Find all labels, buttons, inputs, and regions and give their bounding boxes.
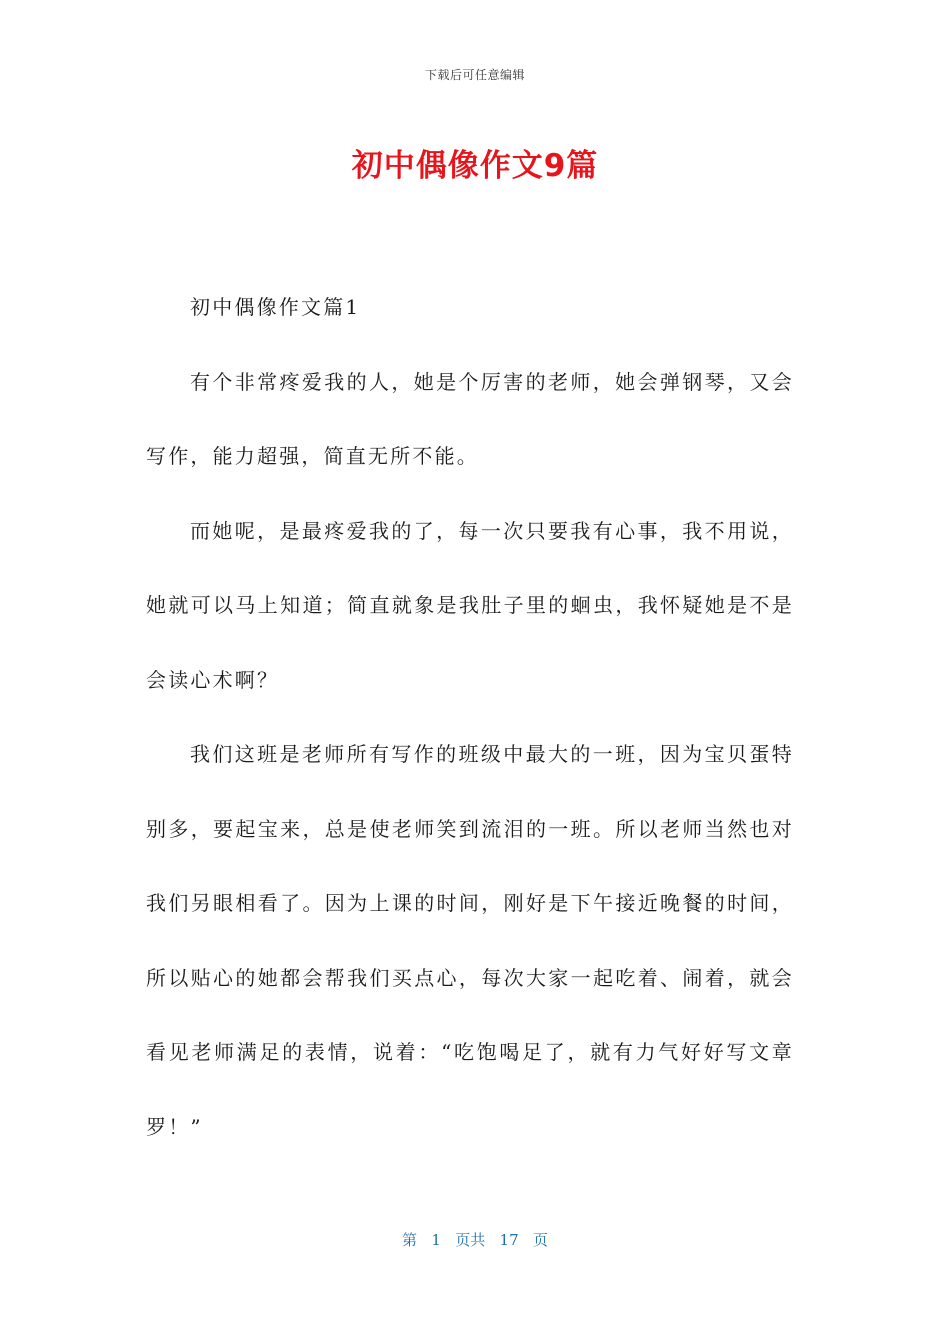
paragraph: 我们这班是老师所有写作的班级中最大的一班，因为宝贝蛋特别多，要起宝来，总是使老师笑到流泪的一班。所以老师当然也对我们另眼相看了。因为上课的时间，刚好是下午接近晚餐的时间，所以贴心的她都会帮我们买点心，每次大家一起吃着、闹着，就会看见老师满足的表情，说着：“吃饱喝足了，就有力气好好写文章罗！” (146, 742, 794, 1139)
footer-suffix: 页 (532, 1231, 548, 1249)
footer-middle: 页共 (455, 1231, 486, 1249)
page-footer (0, 1229, 950, 1250)
paragraph: 而她呢，是最疼爱我的了，每一次只要我有心事，我不用说，她就可以马上知道；简直就象是我肚子里的蛔虫，我怀疑她是不是会读心术啊？ (146, 518, 794, 692)
paragraph: 有个非常疼爱我的人，她是个厉害的老师，她会弹钢琴，又会写作，能力超强，简直无所不能。 (146, 369, 794, 468)
footer-prefix: 第 (402, 1231, 418, 1249)
document-body (146, 270, 794, 1164)
header-note: 下载后可任意编辑 (424, 68, 525, 82)
document-title: 初中偶像作文9篇 (351, 148, 599, 184)
footer-total-pages: 17 (499, 1231, 519, 1249)
footer-current-page: 1 (431, 1231, 441, 1249)
section-heading: 初中偶像作文篇1 (190, 295, 361, 319)
